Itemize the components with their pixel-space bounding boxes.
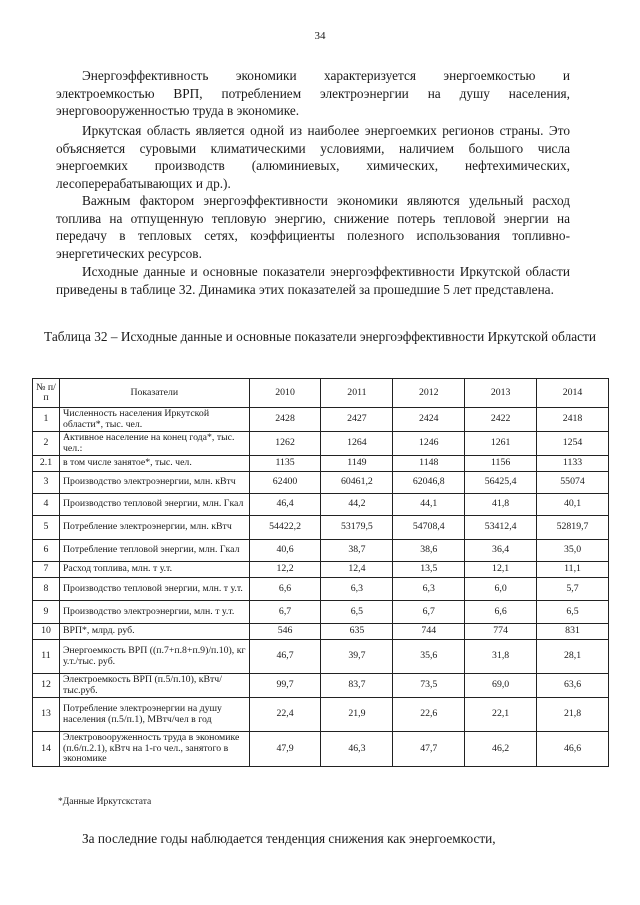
value-cell: 56425,4 — [465, 472, 537, 494]
value-cell: 1133 — [537, 456, 609, 472]
indicator-name-cell: Энергоемкость ВРП ((п.7+п.8+п.9)/п.10), кг у.т./тыс. руб. — [59, 640, 249, 674]
indicator-name-cell: Производство электроэнергии, млн. кВтч — [59, 472, 249, 494]
value-cell: 1149 — [321, 456, 393, 472]
value-cell: 54708,4 — [393, 516, 465, 540]
value-cell: 46,3 — [321, 732, 393, 767]
value-cell: 1246 — [393, 432, 465, 456]
row-number-cell: 7 — [33, 562, 60, 578]
value-cell: 69,0 — [465, 674, 537, 698]
paragraph-4 — [56, 263, 570, 298]
paragraph-text: Важным фактором энергоэффективности экономики являются удельный расход топлива на отпущенную тепловую энергию, снижение потерь тепловой энергии на передачу в тепловых сетях, коэффициенты полезного использования топливно-энергетических ресурсов. — [56, 193, 570, 261]
table-row — [33, 674, 609, 698]
value-cell: 6,6 — [465, 601, 537, 624]
value-cell: 5,7 — [537, 578, 609, 601]
value-cell: 47,7 — [393, 732, 465, 767]
value-cell: 1135 — [249, 456, 321, 472]
value-cell: 1262 — [249, 432, 321, 456]
value-cell: 1261 — [465, 432, 537, 456]
value-cell: 83,7 — [321, 674, 393, 698]
value-cell: 47,9 — [249, 732, 321, 767]
value-cell: 6,3 — [321, 578, 393, 601]
table-row — [33, 494, 609, 516]
table-row — [33, 640, 609, 674]
value-cell: 22,1 — [465, 698, 537, 732]
row-number-cell: 10 — [33, 624, 60, 640]
indicators-table — [32, 378, 609, 767]
value-cell: 546 — [249, 624, 321, 640]
value-cell: 22,6 — [393, 698, 465, 732]
value-cell: 2427 — [321, 408, 393, 432]
row-number-cell: 2.1 — [33, 456, 60, 472]
row-number-cell: 9 — [33, 601, 60, 624]
indicator-name-cell: в том числе занятое*, тыс. чел. — [59, 456, 249, 472]
value-cell: 11,1 — [537, 562, 609, 578]
value-cell: 46,2 — [465, 732, 537, 767]
table-row — [33, 456, 609, 472]
indicator-name-cell: Активное население на конец года*, тыс. чел.: — [59, 432, 249, 456]
value-cell: 21,8 — [537, 698, 609, 732]
value-cell: 53412,4 — [465, 516, 537, 540]
row-number-cell: 4 — [33, 494, 60, 516]
value-cell: 1148 — [393, 456, 465, 472]
value-cell: 38,6 — [393, 540, 465, 562]
value-cell: 63,6 — [537, 674, 609, 698]
value-cell: 54422,2 — [249, 516, 321, 540]
table-header-row — [33, 379, 609, 408]
row-number-cell: 3 — [33, 472, 60, 494]
table-row — [33, 562, 609, 578]
table-row — [33, 408, 609, 432]
value-cell: 13,5 — [393, 562, 465, 578]
indicator-name-cell: Потребление электроэнергии на душу населения (п.5/п.1), МВтч/чел в год — [59, 698, 249, 732]
table-row — [33, 732, 609, 767]
value-cell: 6,7 — [393, 601, 465, 624]
header-year: 2012 — [393, 379, 465, 408]
value-cell: 44,1 — [393, 494, 465, 516]
paragraph-text: Энергоэффективность экономики характеризуется энергоемкостью и электроемкостью ВРП, потреблением электроэнергии на душу населения, энерговооруженностью труда в экономике. — [56, 68, 570, 119]
value-cell: 6,3 — [393, 578, 465, 601]
value-cell: 35,0 — [537, 540, 609, 562]
value-cell: 46,7 — [249, 640, 321, 674]
indicator-name-cell: Электровооруженность труда в экономике (п.6/п.2.1), кВтч на 1-го чел., занятого в экономике — [59, 732, 249, 767]
indicator-name-cell: Потребление электроэнергии, млн. кВтч — [59, 516, 249, 540]
indicator-name-cell: Электроемкость ВРП (п.5/п.10), кВтч/тыс.руб. — [59, 674, 249, 698]
value-cell: 41,8 — [465, 494, 537, 516]
header-number: № п/п — [33, 379, 60, 408]
indicator-name-cell: Производство электроэнергии, млн. т у.т. — [59, 601, 249, 624]
header-indicator: Показатели — [59, 379, 249, 408]
table-row — [33, 472, 609, 494]
value-cell: 44,2 — [321, 494, 393, 516]
indicator-name-cell: Производство тепловой энергии, млн. Гкал — [59, 494, 249, 516]
header-year: 2014 — [537, 379, 609, 408]
table-row — [33, 432, 609, 456]
row-number-cell: 6 — [33, 540, 60, 562]
table-row — [33, 578, 609, 601]
table-caption: Таблица 32 – Исходные данные и основные показатели энергоэффективности Иркутской области — [44, 329, 596, 344]
indicator-name-cell: Потребление тепловой энергии, млн. Гкал — [59, 540, 249, 562]
indicator-name-cell: Расход топлива, млн. т у.т. — [59, 562, 249, 578]
value-cell: 1264 — [321, 432, 393, 456]
value-cell: 28,1 — [537, 640, 609, 674]
value-cell: 6,5 — [321, 601, 393, 624]
paragraph-text: Иркутская область является одной из наиболее энергоемких регионов страны. Это объясняется суровыми климатическими условиями, наличием большого числа энергоемких производств (алюминиевых, химических, нефтехимических, лесоперерабатывающих и др.). — [56, 123, 570, 191]
value-cell: 38,7 — [321, 540, 393, 562]
table-row — [33, 540, 609, 562]
table-row — [33, 698, 609, 732]
value-cell: 6,5 — [537, 601, 609, 624]
paragraph-2 — [56, 122, 570, 192]
row-number-cell: 8 — [33, 578, 60, 601]
value-cell: 1254 — [537, 432, 609, 456]
value-cell: 6,7 — [249, 601, 321, 624]
value-cell: 2418 — [537, 408, 609, 432]
value-cell: 40,1 — [537, 494, 609, 516]
paragraph-1 — [56, 67, 570, 120]
value-cell: 73,5 — [393, 674, 465, 698]
page-number: 34 — [314, 30, 326, 42]
table-row — [33, 601, 609, 624]
paragraph-text: За последние годы наблюдается тенденция снижения как энергоемкости, — [82, 831, 496, 846]
row-number-cell: 5 — [33, 516, 60, 540]
value-cell: 21,9 — [321, 698, 393, 732]
value-cell: 31,8 — [465, 640, 537, 674]
value-cell: 1156 — [465, 456, 537, 472]
value-cell: 6,0 — [465, 578, 537, 601]
value-cell: 62400 — [249, 472, 321, 494]
row-number-cell: 14 — [33, 732, 60, 767]
row-number-cell: 11 — [33, 640, 60, 674]
header-year: 2011 — [321, 379, 393, 408]
value-cell: 831 — [537, 624, 609, 640]
table-footnote: *Данные Иркутскстата — [58, 797, 152, 807]
table-row — [33, 516, 609, 540]
header-year: 2013 — [465, 379, 537, 408]
row-number-cell: 12 — [33, 674, 60, 698]
value-cell: 2422 — [465, 408, 537, 432]
value-cell: 12,1 — [465, 562, 537, 578]
row-number-cell: 2 — [33, 432, 60, 456]
value-cell: 55074 — [537, 472, 609, 494]
indicator-name-cell: Численность населения Иркутской области*, тыс. чел. — [59, 408, 249, 432]
value-cell: 52819,7 — [537, 516, 609, 540]
value-cell: 99,7 — [249, 674, 321, 698]
indicator-name-cell: Производство тепловой энергии, млн. т у.т. — [59, 578, 249, 601]
value-cell: 60461,2 — [321, 472, 393, 494]
indicator-name-cell: ВРП*, млрд. руб. — [59, 624, 249, 640]
value-cell: 53179,5 — [321, 516, 393, 540]
value-cell: 12,4 — [321, 562, 393, 578]
value-cell: 635 — [321, 624, 393, 640]
paragraph-text: Исходные данные и основные показатели энергоэффективности Иркутской области приведены в таблице 32. Динамика этих показателей за прошедшие 5 лет представлена. — [56, 264, 570, 297]
value-cell: 40,6 — [249, 540, 321, 562]
value-cell: 35,6 — [393, 640, 465, 674]
value-cell: 2428 — [249, 408, 321, 432]
value-cell: 774 — [465, 624, 537, 640]
table-row — [33, 624, 609, 640]
value-cell: 46,4 — [249, 494, 321, 516]
closing-paragraph — [56, 830, 570, 848]
value-cell: 39,7 — [321, 640, 393, 674]
row-number-cell: 13 — [33, 698, 60, 732]
value-cell: 62046,8 — [393, 472, 465, 494]
value-cell: 6,6 — [249, 578, 321, 601]
value-cell: 744 — [393, 624, 465, 640]
paragraph-3 — [56, 192, 570, 262]
value-cell: 46,6 — [537, 732, 609, 767]
value-cell: 12,2 — [249, 562, 321, 578]
header-year: 2010 — [249, 379, 321, 408]
value-cell: 36,4 — [465, 540, 537, 562]
value-cell: 22,4 — [249, 698, 321, 732]
row-number-cell: 1 — [33, 408, 60, 432]
value-cell: 2424 — [393, 408, 465, 432]
